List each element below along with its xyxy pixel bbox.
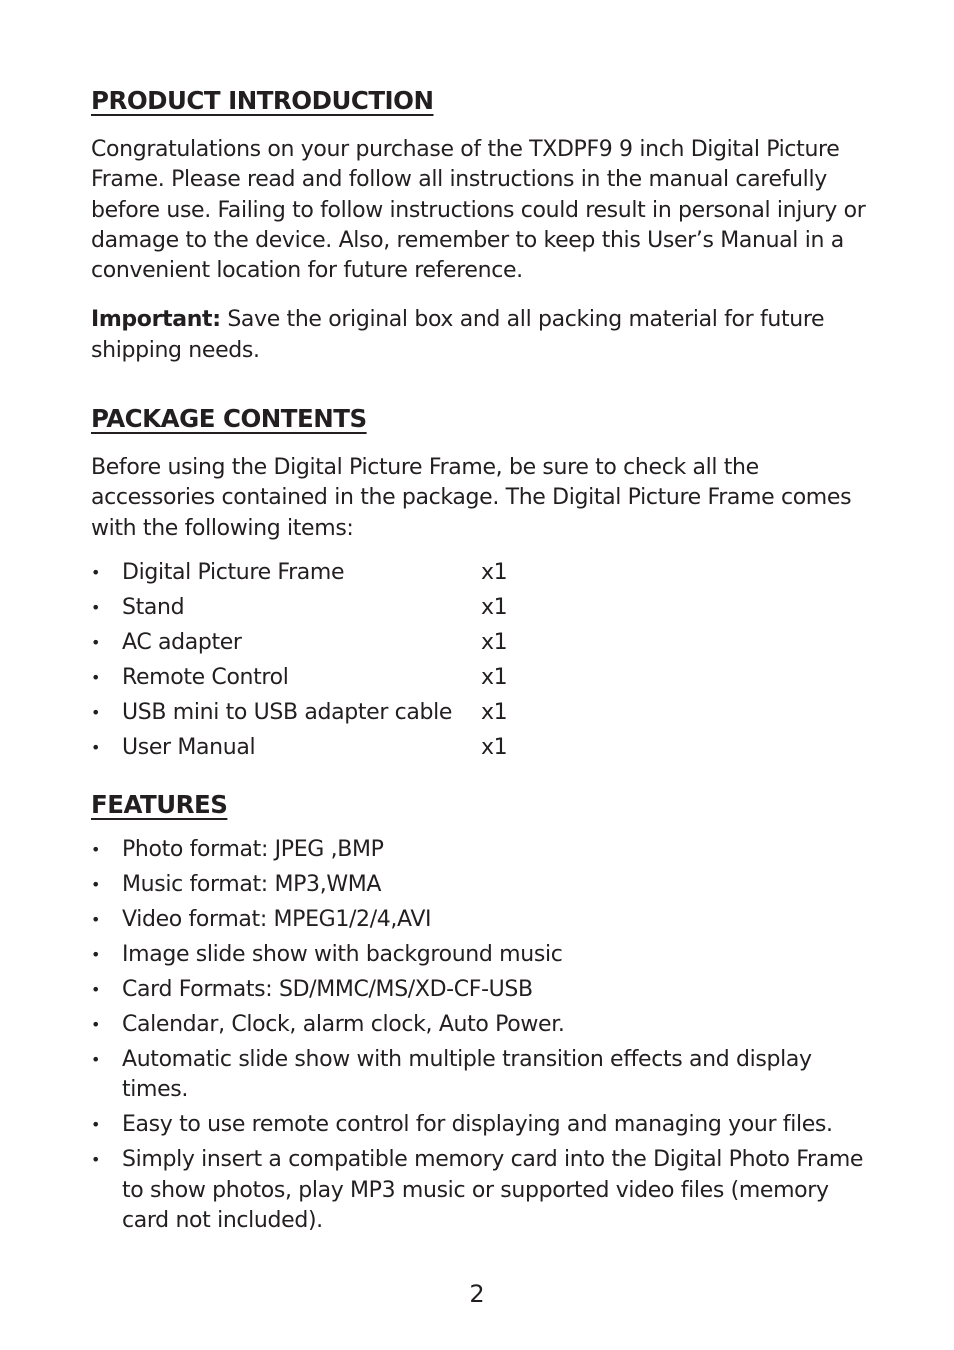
manual-page [91, 84, 866, 1241]
package-contents-heading: PACKAGE CONTENTS [91, 404, 367, 434]
item-name: Stand [122, 594, 185, 620]
item-quantity: x1 [481, 699, 508, 725]
item-name: User Manual [122, 734, 256, 760]
important-note [91, 305, 866, 366]
item-quantity: x1 [481, 629, 508, 655]
item-quantity: x1 [481, 734, 508, 760]
product-introduction-paragraph: Congratulations on your purchase of the TXDPF9 9 inch Digital Picture Frame. Please read and follow all instructions in the manual carefully before use. Failing to follow instructions could result in personal injury or damage to the device. Also, remember to keep this User’s Manual in a convenient location for future reference. [91, 137, 866, 284]
list-item: • Easy to use remote control for displaying and managing your files. [91, 1110, 866, 1140]
package-contents-paragraph: Before using the Digital Picture Frame, be sure to check all the accessories contained in the package. The Digital Picture Frame comes with the following items: [91, 455, 852, 541]
list-item: • Photo format: JPEG ,BMP [91, 835, 866, 865]
list-item [91, 628, 866, 658]
list-item: • Card Formats: SD/MMC/MS/XD-CF-USB [91, 975, 866, 1005]
list-item [91, 593, 866, 623]
list-item: • Automatic slide show with multiple transition effects and display times. [91, 1045, 866, 1106]
list-item [91, 733, 866, 763]
item-name: Remote Control [122, 664, 289, 690]
list-item: • Simply insert a compatible memory card into the Digital Photo Frame to show photos, play MP3 music or supported video files (memory card not included). [91, 1145, 866, 1236]
item-quantity: x1 [481, 559, 508, 585]
list-item [91, 663, 866, 693]
list-item: • Video format: MPEG1/2/4,AVI [91, 905, 866, 935]
item-quantity: x1 [481, 594, 508, 620]
item-name: AC adapter [122, 629, 242, 655]
item-quantity: x1 [481, 664, 508, 690]
important-text: Save the original box and all packing material for future shipping needs. [91, 307, 825, 363]
list-item: • Calendar, Clock, alarm clock, Auto Power. [91, 1010, 866, 1040]
list-item [91, 558, 866, 588]
features-list [91, 835, 866, 1236]
list-item: • Music format: MP3,WMA [91, 870, 866, 900]
item-name: Digital Picture Frame [122, 559, 345, 585]
package-contents-list [91, 558, 866, 763]
page-number: 2 [469, 1280, 485, 1308]
features-heading: FEATURES [91, 790, 228, 820]
list-item [91, 698, 866, 728]
important-label: Important: [91, 307, 221, 333]
product-introduction-heading: PRODUCT INTRODUCTION [91, 86, 434, 115]
item-name: USB mini to USB adapter cable [122, 699, 453, 725]
list-item: • Image slide show with background music [91, 940, 866, 970]
